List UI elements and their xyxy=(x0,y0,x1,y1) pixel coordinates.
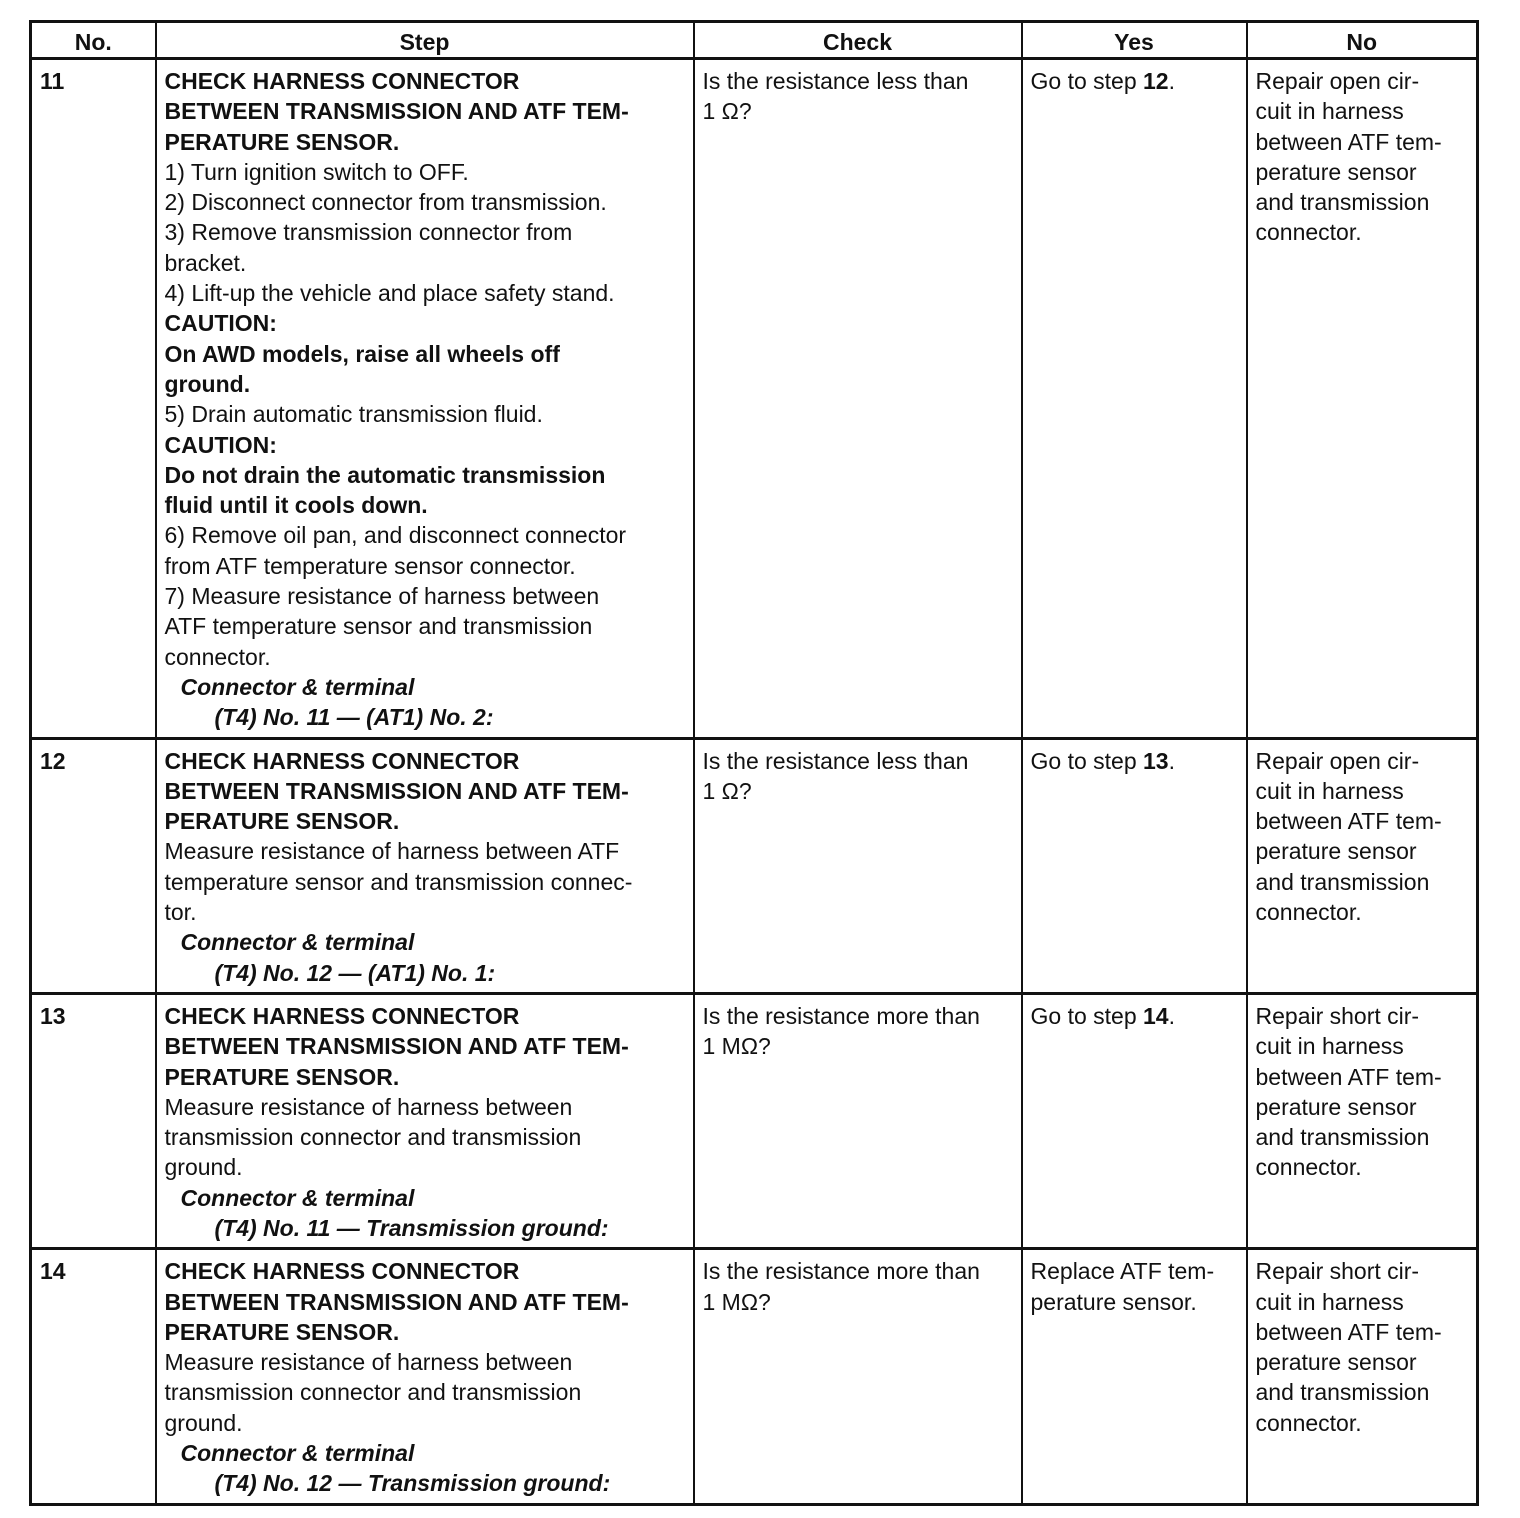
check-text: Is the resistance less than xyxy=(702,747,969,774)
header-no-action: No xyxy=(1247,22,1478,59)
step-title-line: CHECK HARNESS CONNECTOR xyxy=(164,1258,520,1285)
caution-text: Do not drain the automatic transmission xyxy=(164,461,606,488)
no-cell xyxy=(1247,1249,1478,1504)
step-number: 13 xyxy=(31,993,156,1248)
step-instruction: 7) Measure resistance of harness between xyxy=(164,583,600,610)
yes-cell xyxy=(1022,738,1247,993)
step-instruction: transmission connector and transmission xyxy=(164,1379,582,1406)
step-instruction: Measure resistance of harness between xyxy=(164,1349,573,1376)
no-text: perature sensor xyxy=(1255,838,1417,865)
connector-terminal-label: Connector & terminal xyxy=(180,1184,415,1211)
no-text: cuit in harness xyxy=(1255,98,1404,125)
no-text: and transmission xyxy=(1255,189,1430,216)
no-text: connector. xyxy=(1255,219,1362,246)
step-title-line: PERATURE SENSOR. xyxy=(164,128,400,155)
step-cell xyxy=(156,59,694,739)
step-title-line: PERATURE SENSOR. xyxy=(164,808,400,835)
yes-step-number: 12 xyxy=(1143,68,1169,94)
connector-terminal-label: Connector & terminal xyxy=(180,673,415,700)
step-instruction: temperature sensor and transmission connec- xyxy=(164,868,633,895)
no-cell xyxy=(1247,993,1478,1248)
check-cell xyxy=(694,993,1022,1248)
no-text: connector. xyxy=(1255,1154,1362,1181)
step-instruction: ATF temperature sensor and transmission xyxy=(164,613,593,640)
step-instruction: from ATF temperature sensor connector. xyxy=(164,552,576,579)
no-text: perature sensor xyxy=(1255,1093,1417,1120)
yes-text: Go to step xyxy=(1030,68,1144,94)
yes-step-number: 14 xyxy=(1143,1002,1169,1029)
caution-text: fluid until it cools down. xyxy=(164,492,428,519)
step-instruction: 5) Drain automatic transmission fluid. xyxy=(164,401,543,428)
header-step: Step xyxy=(156,22,694,59)
step-cell xyxy=(156,738,694,993)
check-text: 1 Ω? xyxy=(702,777,752,804)
no-text: Repair short cir- xyxy=(1255,1258,1420,1285)
step-instruction: connector. xyxy=(164,643,271,670)
no-text: connector. xyxy=(1255,899,1362,926)
yes-cell xyxy=(1022,993,1247,1248)
step-instruction: tor. xyxy=(164,899,197,926)
step-title-line: CHECK HARNESS CONNECTOR xyxy=(164,68,520,94)
no-text: Repair short cir- xyxy=(1255,1002,1420,1029)
no-text: Repair open cir- xyxy=(1255,747,1420,774)
step-instruction: 3) Remove transmission connector from xyxy=(164,219,573,246)
no-text: cuit in harness xyxy=(1255,1033,1404,1060)
caution-label: CAUTION: xyxy=(164,310,277,337)
yes-suffix: . xyxy=(1168,747,1175,774)
table-row-11 xyxy=(31,59,1478,739)
yes-cell xyxy=(1022,59,1247,739)
no-text: connector. xyxy=(1255,1409,1362,1436)
step-number: 12 xyxy=(31,738,156,993)
no-text: between ATF tem- xyxy=(1255,808,1442,835)
step-instruction: Measure resistance of harness between xyxy=(164,1093,573,1120)
step-instruction: bracket. xyxy=(164,249,247,276)
header-no: No. xyxy=(31,22,156,59)
step-instruction: 4) Lift-up the vehicle and place safety stand. xyxy=(164,280,615,307)
yes-suffix: . xyxy=(1168,68,1175,94)
yes-suffix: . xyxy=(1168,1002,1175,1029)
yes-text: Go to step xyxy=(1030,1002,1144,1029)
connector-terminal-value: (T4) No. 11 — Transmission ground: xyxy=(214,1214,609,1241)
check-text: 1 MΩ? xyxy=(702,1288,771,1315)
connector-terminal-value: (T4) No. 12 — Transmission ground: xyxy=(214,1470,611,1497)
step-instruction: 6) Remove oil pan, and disconnect connector xyxy=(164,522,627,549)
step-title-line: CHECK HARNESS CONNECTOR xyxy=(164,1002,520,1029)
no-text: and transmission xyxy=(1255,868,1430,895)
step-title-line: BETWEEN TRANSMISSION AND ATF TEM- xyxy=(164,1033,629,1060)
check-text: Is the resistance more than xyxy=(702,1258,980,1285)
step-number: 14 xyxy=(31,1249,156,1504)
step-instruction: ground. xyxy=(164,1154,243,1181)
no-text: between ATF tem- xyxy=(1255,1063,1442,1090)
yes-cell xyxy=(1022,1249,1247,1504)
no-cell xyxy=(1247,59,1478,739)
caution-label: CAUTION: xyxy=(164,431,277,458)
header-check: Check xyxy=(694,22,1022,59)
yes-text: perature sensor. xyxy=(1030,1288,1197,1315)
table-row-12 xyxy=(31,738,1478,993)
no-text: perature sensor xyxy=(1255,158,1417,185)
table-row-14 xyxy=(31,1249,1478,1504)
step-instruction: ground. xyxy=(164,1409,243,1436)
check-cell xyxy=(694,59,1022,739)
step-title-line: BETWEEN TRANSMISSION AND ATF TEM- xyxy=(164,777,629,804)
yes-text: Replace ATF tem- xyxy=(1030,1258,1215,1285)
step-title-line: PERATURE SENSOR. xyxy=(164,1318,400,1345)
caution-text: On AWD models, raise all wheels off xyxy=(164,340,560,367)
connector-terminal-value: (T4) No. 11 — (AT1) No. 2: xyxy=(214,704,494,731)
step-title-line: CHECK HARNESS CONNECTOR xyxy=(164,747,520,774)
no-text: cuit in harness xyxy=(1255,777,1404,804)
step-title-line: BETWEEN TRANSMISSION AND ATF TEM- xyxy=(164,1288,629,1315)
step-title-line: PERATURE SENSOR. xyxy=(164,1063,400,1090)
yes-step-number: 13 xyxy=(1143,747,1169,774)
header-row xyxy=(31,22,1478,59)
step-cell xyxy=(156,1249,694,1504)
header-yes: Yes xyxy=(1022,22,1247,59)
no-text: cuit in harness xyxy=(1255,1288,1404,1315)
no-cell xyxy=(1247,738,1478,993)
yes-text: Go to step xyxy=(1030,747,1144,774)
step-instruction: Measure resistance of harness between ATF xyxy=(164,838,620,865)
connector-terminal-label: Connector & terminal xyxy=(180,929,415,956)
diagnostic-table xyxy=(29,20,1479,1506)
connector-terminal-label: Connector & terminal xyxy=(180,1440,415,1467)
check-text: Is the resistance more than xyxy=(702,1002,980,1029)
step-instruction: 2) Disconnect connector from transmission. xyxy=(164,189,607,216)
no-text: between ATF tem- xyxy=(1255,1318,1442,1345)
no-text: Repair open cir- xyxy=(1255,68,1420,94)
no-text: and transmission xyxy=(1255,1379,1430,1406)
step-instruction: transmission connector and transmission xyxy=(164,1124,582,1151)
caution-text: ground. xyxy=(164,370,251,397)
check-text: 1 Ω? xyxy=(702,98,752,125)
connector-terminal-value: (T4) No. 12 — (AT1) No. 1: xyxy=(214,959,496,986)
no-text: between ATF tem- xyxy=(1255,128,1442,155)
step-cell xyxy=(156,993,694,1248)
step-instruction: 1) Turn ignition switch to OFF. xyxy=(164,158,469,185)
no-text: perature sensor xyxy=(1255,1349,1417,1376)
no-text: and transmission xyxy=(1255,1124,1430,1151)
step-number: 11 xyxy=(31,59,156,739)
check-cell xyxy=(694,1249,1022,1504)
check-text: 1 MΩ? xyxy=(702,1033,771,1060)
check-cell xyxy=(694,738,1022,993)
check-text: Is the resistance less than xyxy=(702,68,969,94)
step-title-line: BETWEEN TRANSMISSION AND ATF TEM- xyxy=(164,98,629,125)
table-row-13 xyxy=(31,993,1478,1248)
